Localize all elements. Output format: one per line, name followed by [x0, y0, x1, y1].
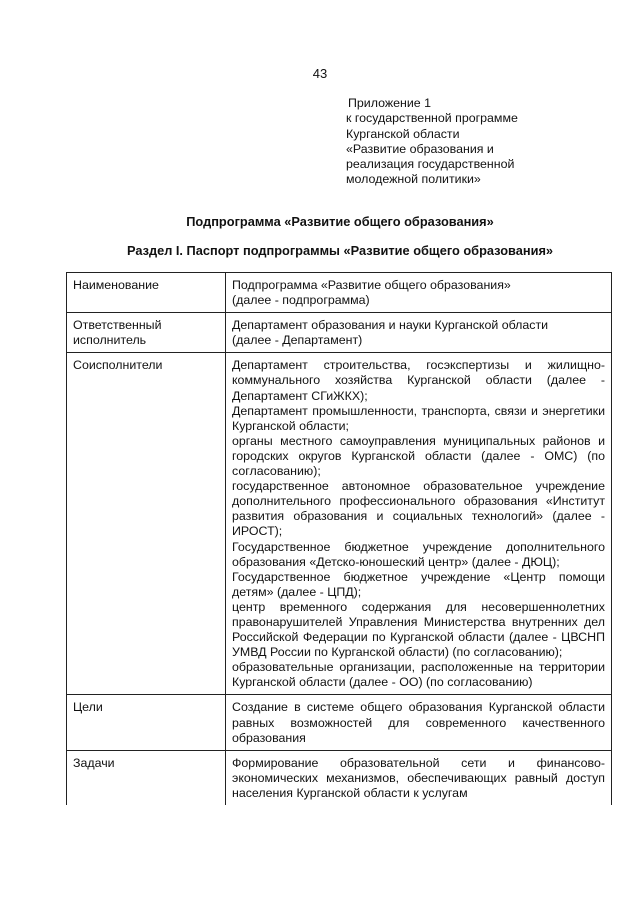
row-value: [226, 353, 612, 695]
table-row: [67, 353, 612, 695]
appendix-line: молодежной политики»: [346, 172, 481, 187]
row-label: Задачи: [67, 750, 226, 805]
value-paragraph: Департамент промышленности, транспорта, связи и энергетики Курганской области;: [232, 403, 605, 433]
table-row: [67, 313, 612, 353]
value-line: (далее - Департамент): [232, 333, 363, 348]
appendix-line: Курганской области: [346, 126, 460, 141]
appendix-line: реализация государственной: [346, 157, 515, 172]
value-paragraph: Департамент строительства, госэкспертизы и жилищно-коммунального хозяйства Курганской области (далее - Департамент СГиЖКХ);: [232, 358, 605, 403]
value-line: Подпрограмма «Развитие общего образования»: [232, 278, 511, 292]
appendix-line: Приложение 1: [348, 96, 432, 110]
passport-table: [66, 272, 612, 805]
value-paragraph: Государственное бюджетное учреждение «Центр помощи детям» (далее - ЦПД);: [232, 569, 605, 599]
table-row: [67, 750, 612, 805]
row-value: [226, 273, 612, 313]
row-label: Наименование: [67, 273, 226, 313]
row-label: Соисполнители: [67, 353, 226, 695]
subprogram-title: Подпрограмма «Развитие общего образования»: [186, 214, 494, 229]
value-paragraph: образовательные организации, расположенные на территории Курганской области (далее - ОО) (по согласованию): [232, 660, 605, 690]
table-row: [67, 273, 612, 313]
section-title: Раздел I. Паспорт подпрограммы «Развитие общего образования»: [126, 243, 554, 258]
row-label: Ответственный исполнитель: [67, 313, 226, 353]
page-number: 43: [312, 66, 328, 81]
value-paragraph: органы местного самоуправления муниципальных районов и городских округов Курганской области (далее - ОМС) (по согласованию);: [232, 433, 605, 479]
row-label: Цели: [67, 695, 226, 750]
appendix-line: к государственной программе: [346, 111, 518, 126]
value-line: Департамент образования и науки Курганской области: [232, 318, 549, 333]
table-row: [67, 695, 612, 750]
appendix-line: «Развитие образования и: [346, 141, 494, 156]
value-paragraph: государственное автономное образовательное учреждение дополнительного профессионального образования «Институт развития образования и социальных технологий» (далее - ИРОСТ);: [232, 479, 605, 539]
row-value: Формирование образовательной сети и финансово-экономических механизмов, обеспечивающих равный доступ населения Курганской области к услугам: [226, 750, 612, 805]
row-value: [226, 313, 612, 353]
row-value: Создание в системе общего образования Курганской области равных возможностей для современного качественного образования: [226, 695, 612, 750]
value-line: (далее - подпрограмма): [232, 293, 370, 308]
value-paragraph: центр временного содержания для несовершеннолетних правонарушителей Управления Министерства внутренних дел Российской Федерации по Курганской области (далее - ЦВСНП УМВД России по Курганской области) (по согласованию);: [232, 599, 605, 660]
value-paragraph: Государственное бюджетное учреждение дополнительного образования «Детско-юношеский центр» (далее - ДЮЦ);: [232, 539, 605, 569]
appendix-heading: [346, 96, 636, 188]
